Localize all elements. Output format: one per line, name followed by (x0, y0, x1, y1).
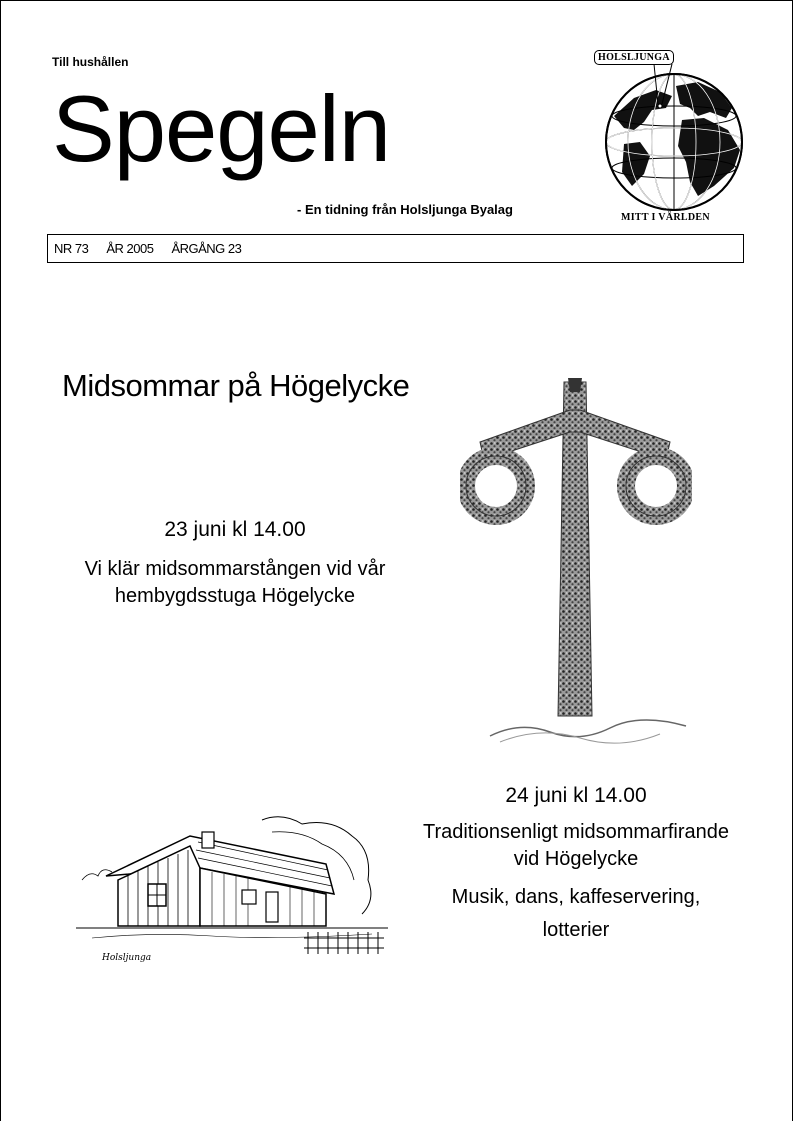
house-icon (72, 810, 388, 970)
issue-info-box (47, 234, 744, 263)
headline: Midsommar på Högelycke (62, 368, 410, 403)
tagline: - En tidning från Holsljunga Byalag (297, 202, 513, 217)
maypole-icon (460, 376, 692, 748)
house-illustration (72, 810, 388, 970)
globe-badge: HOLSLJUNGA (594, 50, 674, 65)
maypole-illustration (460, 376, 692, 748)
event-activities: Musik, dans, kaffeservering, (451, 886, 701, 908)
event-description: Vi klär midsommarstången vid vår hembygdsstuga Högelycke (84, 558, 386, 607)
event-june-23 (40, 518, 430, 610)
issue-volume: ÅRGÅNG 23 (171, 241, 242, 256)
issue-number: NR 73 (54, 241, 89, 256)
globe-caption: MITT I VÄRLDEN (621, 212, 710, 223)
issue-year: ÅR 2005 (106, 241, 154, 256)
event-activities-continued: lotterier (542, 919, 610, 941)
event-june-24 (420, 784, 732, 947)
house-signature: Holsljunga (102, 953, 152, 963)
event-date: 23 juni kl 14.00 (164, 518, 306, 541)
masthead-title: Spegeln (52, 76, 390, 181)
event-date: 24 juni kl 14.00 (505, 784, 647, 807)
to-household-label: Till hushållen (52, 55, 129, 69)
globe-icon (594, 46, 746, 228)
event-description: Traditionsenligt midsommarfirande vid Högelycke (422, 821, 730, 870)
globe-logo (594, 46, 746, 228)
